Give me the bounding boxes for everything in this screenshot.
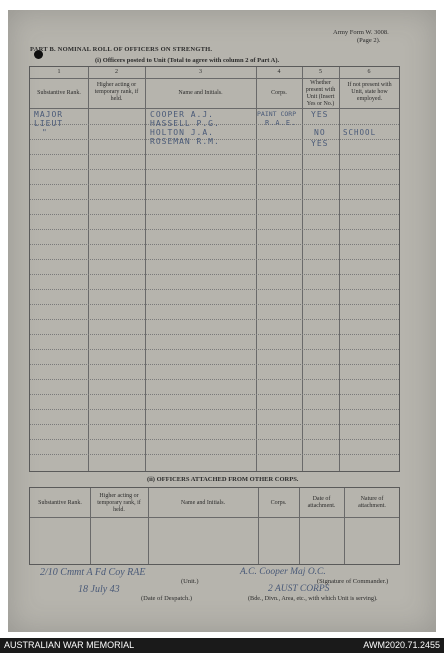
page-number: (Page 2). bbox=[357, 37, 381, 44]
footer-institution: AUSTRALIAN WAR MEMORIAL bbox=[4, 640, 135, 650]
attached-officers-table bbox=[29, 487, 400, 565]
row-rank: LIEUT bbox=[34, 119, 64, 128]
section-ii-title: (ii) OFFICERS ATTACHED FROM OTHER CORPS. bbox=[147, 476, 299, 483]
bde-value: 2 AUST CORPS bbox=[268, 584, 330, 594]
row-name: ROSEMAN R.M. bbox=[150, 137, 220, 146]
signature-value: A.C. Cooper Maj O.C. bbox=[240, 567, 326, 577]
row-present: YES bbox=[311, 139, 329, 148]
col-number: 1 bbox=[57, 69, 61, 75]
officers-table bbox=[29, 66, 400, 472]
header-corps: Corps. bbox=[271, 90, 287, 96]
section-i-title: (i) Officers posted to Unit (Total to agree with column 2 of Part A). bbox=[95, 57, 280, 64]
header-substantive-rank: Substantive Rank. bbox=[38, 500, 82, 506]
row-name: HASSELL P.G. bbox=[150, 119, 220, 128]
header-date-attachment: Date of attachment. bbox=[307, 496, 336, 509]
date-label: (Date of Despatch.) bbox=[141, 595, 193, 602]
col-number: 2 bbox=[115, 69, 118, 75]
header-employed: If not present with Unit, state how employed. bbox=[347, 82, 392, 102]
header-name-initials: Name and Initials. bbox=[180, 500, 226, 506]
header-higher-rank: Higher acting or temporary rank, if held. bbox=[94, 82, 139, 102]
row-present: YES bbox=[311, 110, 329, 119]
col-number: 6 bbox=[367, 69, 371, 75]
row-rank: MAJOR bbox=[34, 110, 64, 119]
row-name: COOPER A.J. bbox=[150, 110, 214, 119]
row-present: NO bbox=[314, 128, 326, 137]
header-higher-rank: Higher acting or temporary rank, if held. bbox=[97, 493, 141, 513]
form-number: Army Form W. 3008. bbox=[333, 29, 389, 36]
bde-label: (Bde., Divn., Area, etc., with which Unit is serving). bbox=[248, 595, 378, 602]
header-nature-attachment: Nature of attachment. bbox=[358, 496, 386, 509]
header-name-initials: Name and Initials. bbox=[178, 90, 223, 96]
signature-label: (Signature of Commander.) bbox=[317, 578, 389, 585]
archive-footer bbox=[0, 638, 444, 653]
col-number: 5 bbox=[319, 69, 322, 75]
col-number: 3 bbox=[199, 69, 202, 75]
header-present: Whether present with Unit (Insert Yes or No.) bbox=[305, 80, 336, 107]
row-name: HOLTON J.A. bbox=[150, 128, 214, 137]
row-employed: SCHOOL bbox=[343, 128, 377, 137]
header-corps: Corps. bbox=[270, 500, 287, 506]
header-substantive-rank: Substantive Rank. bbox=[37, 90, 81, 96]
unit-value: 2/10 Cmmt A Fd Coy RAE bbox=[40, 567, 146, 578]
row-corps: PAINT CORP bbox=[257, 110, 297, 118]
date-value: 18 July 43 bbox=[78, 584, 120, 595]
row-rank: " bbox=[42, 128, 48, 137]
footer-accession-number: AWM2020.71.2455 bbox=[363, 640, 440, 650]
row-corps: R.A.E. bbox=[265, 119, 297, 127]
unit-label: (Unit.) bbox=[181, 578, 199, 585]
part-title: PART B. NOMINAL ROLL OF OFFICERS ON STRENGTH. bbox=[30, 46, 213, 53]
col-number: 4 bbox=[277, 69, 281, 75]
